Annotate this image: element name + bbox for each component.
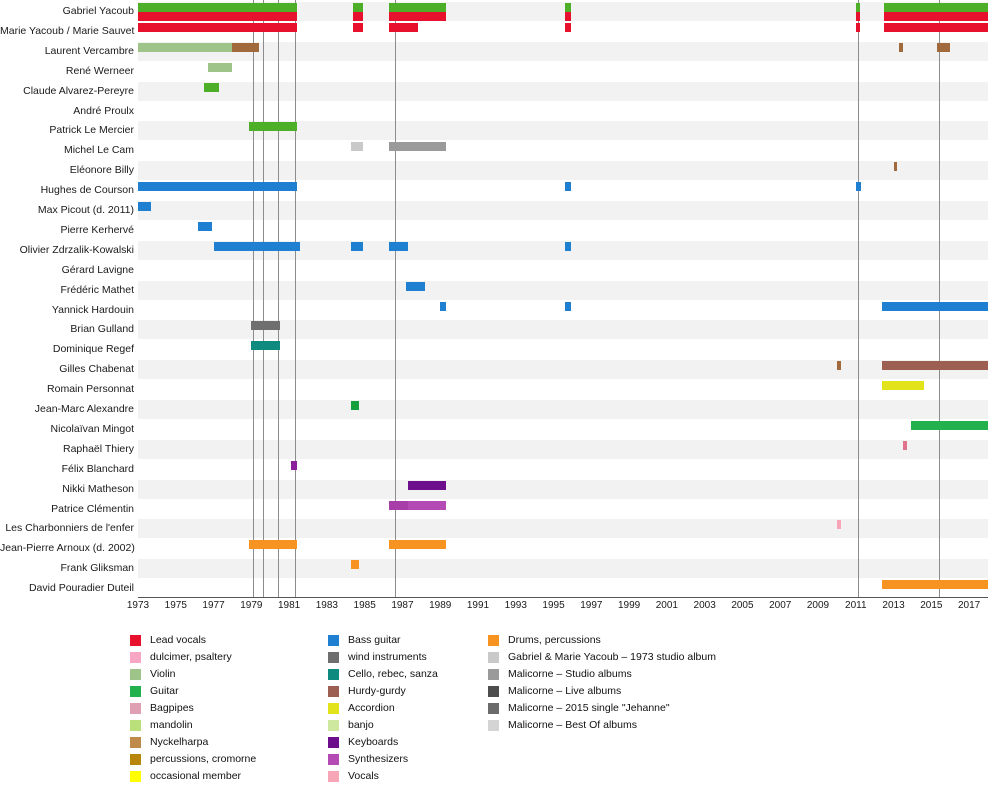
legend-swatch <box>328 669 339 680</box>
row-band <box>138 559 988 578</box>
row-label: Nikki Matheson <box>62 482 134 495</box>
x-tick-label: 1987 <box>391 600 414 611</box>
x-tick-label: 2003 <box>693 600 716 611</box>
row-label: Gabriel Yacoub <box>62 5 134 17</box>
legend-item <box>328 666 488 683</box>
legend-label: Accordion <box>348 702 395 714</box>
timeline-bar <box>389 501 408 510</box>
row-band <box>138 579 988 598</box>
legend-label: mandolin <box>150 719 193 731</box>
timeline-bar <box>408 481 446 490</box>
timeline-bar <box>856 12 860 21</box>
row-label: Les Charbonniers de l'enfer <box>5 522 134 535</box>
legend-swatch <box>328 703 339 714</box>
event-marker-line <box>253 0 254 597</box>
legend-swatch <box>130 737 141 748</box>
row-label: René Werneer <box>65 64 134 77</box>
legend-item <box>488 683 868 700</box>
legend-swatch <box>488 686 499 697</box>
legend-label: Hurdy-gurdy <box>348 685 406 697</box>
row-label: André Proulx <box>73 104 134 117</box>
legend-item <box>130 717 310 734</box>
legend-item <box>488 717 868 734</box>
legend-label: Violin <box>150 668 176 680</box>
row-band <box>138 360 988 379</box>
row-label: David Pouradier Duteil <box>28 582 134 595</box>
legend-item <box>328 734 488 751</box>
timeline-bar <box>251 341 279 350</box>
x-tick-label: 2011 <box>845 600 867 611</box>
legend-item <box>130 632 310 649</box>
timeline-bar <box>899 43 903 52</box>
row-label: Gérard Lavigne <box>61 263 134 276</box>
x-tick-label: 2007 <box>769 600 792 611</box>
timeline-bar <box>565 302 571 311</box>
legend-label: dulcimer, psaltery <box>150 651 232 663</box>
legend-item <box>130 751 310 768</box>
legend-label: banjo <box>348 719 374 731</box>
x-tick-label: 1997 <box>580 600 603 611</box>
row-band <box>138 519 988 538</box>
legend-label: wind instruments <box>348 651 427 663</box>
timeline-bar <box>565 242 571 251</box>
legend-swatch <box>328 754 339 765</box>
row-band <box>138 82 988 101</box>
legend-swatch <box>130 720 141 731</box>
legend-label: Guitar <box>150 685 179 697</box>
row-label-axis <box>0 0 138 597</box>
legend-label: Malicorne – Live albums <box>508 685 622 697</box>
event-marker-line <box>858 0 859 597</box>
timeline-bar <box>389 3 446 12</box>
legend-column-3 <box>488 632 868 734</box>
legend-swatch <box>130 669 141 680</box>
legend-item <box>130 683 310 700</box>
row-band <box>138 141 988 160</box>
legend-item <box>328 700 488 717</box>
legend-swatch <box>328 771 339 782</box>
legend-swatch <box>328 720 339 731</box>
x-tick-label: 1983 <box>315 600 338 611</box>
legend-item <box>328 717 488 734</box>
timeline-bar <box>353 12 362 21</box>
row-label: Gilles Chabenat <box>59 363 134 376</box>
row-label: Romain Personnat <box>47 383 134 396</box>
timeline-bar <box>565 182 571 191</box>
legend-label: Drums, percussions <box>508 634 601 646</box>
legend-swatch <box>130 686 141 697</box>
row-band <box>138 221 988 240</box>
row-label: Claude Alvarez-Pereyre <box>23 84 134 97</box>
row-label: Félix Blanchard <box>61 462 134 475</box>
legend-swatch <box>130 754 141 765</box>
event-marker-line <box>295 0 296 597</box>
legend-label: occasional member <box>150 770 242 782</box>
timeline-bar <box>882 361 988 370</box>
timeline-bar <box>251 321 279 330</box>
timeline-bar <box>291 461 297 470</box>
x-tick-label: 2013 <box>882 600 905 611</box>
timeline-bar <box>249 540 296 549</box>
timeline-bar <box>351 142 362 151</box>
row-label: Pierre Kerhervé <box>60 223 134 236</box>
timeline-bar <box>389 12 446 21</box>
legend-swatch <box>488 652 499 663</box>
legend-item <box>130 768 310 785</box>
row-label: Frédéric Mathet <box>60 283 134 296</box>
legend-column-2 <box>328 632 488 785</box>
x-tick-label: 1979 <box>240 600 263 611</box>
row-label: Max Picout (d. 2011) <box>37 204 134 216</box>
legend-item <box>488 666 868 683</box>
legend-swatch <box>328 652 339 663</box>
row-band <box>138 400 988 419</box>
timeline-bar <box>138 43 232 52</box>
legend-swatch <box>488 720 499 731</box>
x-tick-label: 1985 <box>353 600 376 611</box>
timeline-bar <box>440 302 446 311</box>
x-tick-label: 2009 <box>806 600 830 611</box>
row-label: Patrice Clémentin <box>51 502 134 515</box>
legend-swatch <box>130 635 141 646</box>
plot-region <box>138 0 988 597</box>
legend-item <box>328 649 488 666</box>
timeline-bar <box>353 3 362 12</box>
legend-item <box>328 751 488 768</box>
legend-swatch <box>130 771 141 782</box>
timeline-bar <box>937 43 950 52</box>
row-label: Dominique Regef <box>52 343 134 356</box>
legend-item <box>130 666 310 683</box>
legend-label: Gabriel & Marie Yacoub – 1973 studio album <box>508 651 716 663</box>
row-band <box>138 261 988 280</box>
x-tick-label: 1977 <box>202 600 225 611</box>
row-band <box>138 480 988 499</box>
legend-swatch <box>328 737 339 748</box>
timeline-bar <box>884 3 988 12</box>
x-tick-label: 1989 <box>429 600 452 611</box>
row-label: Raphaël Thiery <box>62 442 134 455</box>
legend-label: Keyboards <box>348 736 399 748</box>
legend <box>130 632 990 792</box>
timeline-bar <box>204 83 219 92</box>
timeline-bar <box>884 23 988 32</box>
legend-item <box>328 632 488 649</box>
legend-item <box>328 683 488 700</box>
row-band <box>138 201 988 220</box>
legend-swatch <box>488 703 499 714</box>
legend-label: Malicorne – Best Of albums <box>508 719 637 731</box>
timeline-bar <box>138 23 297 32</box>
timeline-bar <box>214 242 301 251</box>
row-label: Yannick Hardouin <box>51 303 134 316</box>
legend-label: Synthesizers <box>348 753 409 765</box>
x-axis <box>126 597 988 617</box>
timeline-bar <box>351 560 359 569</box>
timeline-bar <box>882 580 988 589</box>
row-label: Olivier Zdrzalik-Kowalski <box>19 243 134 256</box>
row-band <box>138 281 988 300</box>
row-label: Michel Le Cam <box>63 144 134 157</box>
legend-label: Cello, rebec, sanza <box>348 668 438 680</box>
timeline-bar <box>389 540 446 549</box>
legend-label: Malicorne – Studio albums <box>508 668 632 680</box>
timeline-bar <box>837 520 841 529</box>
row-label: Marie Yacoub / Marie Sauvet <box>0 24 135 37</box>
legend-swatch <box>130 652 141 663</box>
timeline-bar <box>882 381 924 390</box>
timeline-bar <box>406 282 425 291</box>
timeline-bar <box>565 12 571 21</box>
row-band <box>138 102 988 121</box>
x-tick-label: 2017 <box>957 600 981 611</box>
timeline-bar <box>138 202 151 211</box>
timeline-bar <box>353 23 362 32</box>
timeline-bar <box>389 242 408 251</box>
event-marker-line <box>263 0 264 597</box>
x-tick-label: 1981 <box>277 600 301 611</box>
timeline-bar <box>565 23 571 32</box>
x-tick-label: 1991 <box>466 600 490 611</box>
row-band <box>138 380 988 399</box>
timeline-bar <box>884 12 988 21</box>
legend-swatch <box>488 669 499 680</box>
timeline-bar <box>837 361 841 370</box>
row-label: Nicolaïvan Mingot <box>50 422 134 435</box>
row-label: Brian Gulland <box>70 323 134 336</box>
row-label: Patrick Le Mercier <box>49 124 134 137</box>
event-marker-line <box>939 0 940 597</box>
x-tick-label: 2015 <box>920 600 943 611</box>
legend-item <box>130 649 310 666</box>
legend-item <box>488 649 868 666</box>
legend-swatch <box>328 635 339 646</box>
legend-item <box>488 632 868 649</box>
x-tick-label: 1975 <box>164 600 187 611</box>
row-band <box>138 440 988 459</box>
legend-item <box>328 768 488 785</box>
row-band <box>138 500 988 519</box>
timeline-bar <box>882 302 988 311</box>
timeline-bar <box>408 501 446 510</box>
row-label: Hughes de Courson <box>40 184 134 197</box>
legend-label: Nyckelharpa <box>150 736 209 748</box>
timeline-bar <box>138 3 297 12</box>
timeline-bar <box>856 182 862 191</box>
x-tick-label: 1995 <box>542 600 565 611</box>
timeline-bar <box>208 63 233 72</box>
timeline-bar <box>389 142 446 151</box>
row-label: Jean-Pierre Arnoux (d. 2002) <box>0 542 135 555</box>
legend-item <box>130 734 310 751</box>
timeline-bar <box>232 43 258 52</box>
x-tick-label: 1999 <box>617 600 641 611</box>
legend-swatch <box>488 635 499 646</box>
timeline-bar <box>351 242 362 251</box>
x-tick-label: 2001 <box>655 600 678 611</box>
row-band <box>138 42 988 61</box>
legend-label: percussions, cromorne <box>150 753 257 765</box>
row-label: Frank Gliksman <box>60 562 134 575</box>
legend-label: Lead vocals <box>150 634 207 646</box>
timeline-bar <box>351 401 359 410</box>
row-label: Eléonore Billy <box>69 164 134 177</box>
legend-label: Malicorne – 2015 single "Jehanne" <box>508 702 670 714</box>
row-band <box>138 301 988 320</box>
legend-swatch <box>130 703 141 714</box>
x-tick-label: 1973 <box>126 600 150 611</box>
timeline-bar <box>856 23 860 32</box>
timeline-bar <box>911 421 988 430</box>
timeline-bar <box>138 182 297 191</box>
x-tick-label: 2005 <box>731 600 754 611</box>
timeline-bar <box>389 23 417 32</box>
timeline-bar <box>894 162 898 171</box>
legend-column-1 <box>130 632 310 785</box>
row-band <box>138 62 988 81</box>
x-axis-line <box>138 597 988 598</box>
timeline-bar <box>565 3 571 12</box>
event-marker-line <box>278 0 279 597</box>
legend-label: Bass guitar <box>348 634 401 646</box>
timeline-bar <box>138 12 297 21</box>
row-label: Laurent Vercambre <box>44 44 134 57</box>
timeline-bar <box>249 122 296 131</box>
timeline-bar <box>903 441 907 450</box>
row-band <box>138 420 988 439</box>
legend-swatch <box>328 686 339 697</box>
legend-label: Bagpipes <box>150 702 194 714</box>
row-band <box>138 460 988 479</box>
timeline-bar <box>856 3 860 12</box>
x-tick-label: 1993 <box>504 600 527 611</box>
legend-item <box>488 700 868 717</box>
row-band <box>138 161 988 180</box>
legend-item <box>130 700 310 717</box>
row-label: Jean-Marc Alexandre <box>34 403 134 415</box>
timeline-bar <box>198 222 211 231</box>
legend-label: Vocals <box>348 770 379 782</box>
